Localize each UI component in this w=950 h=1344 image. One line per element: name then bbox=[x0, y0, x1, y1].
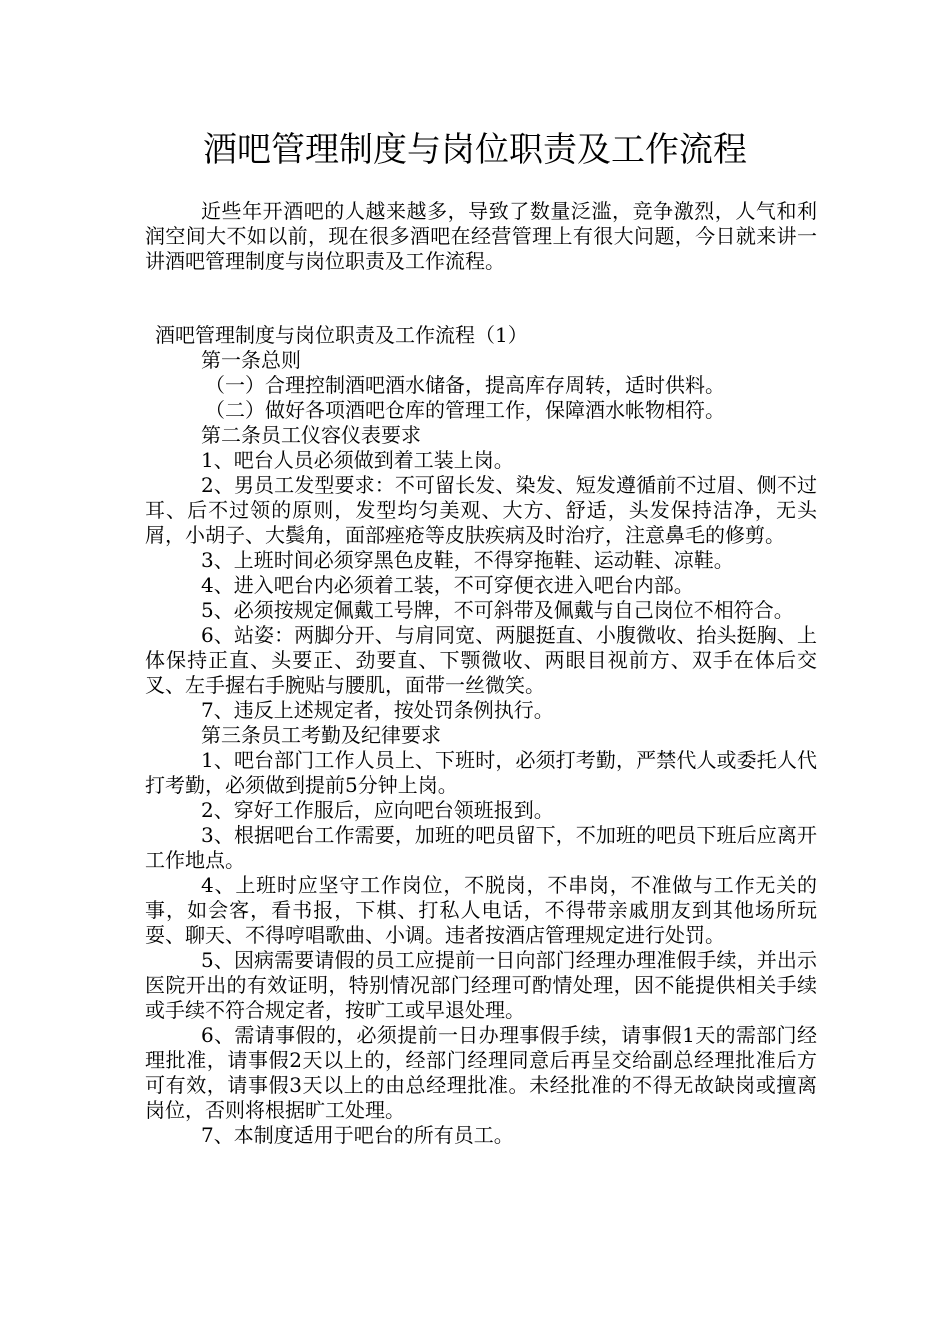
article-item: （一）合理控制酒吧酒水储备，提高库存周转，适时供料。 bbox=[205, 373, 725, 397]
article-item: 6、站姿：两脚分开、与肩同宽、两腿挺直、小腹微收、抬头挺胸、上体保持正直、头要正、劲要直、下颚微收、两眼目视前方、双手在体后交叉、左手握右手腕贴与腰肌，面带一丝微笑。 bbox=[145, 623, 817, 697]
article-heading: 第三条员工考勤及纪律要求 bbox=[201, 723, 441, 747]
article-item: 7、违反上述规定者，按处罚条例执行。 bbox=[201, 698, 554, 722]
article-item: 4、进入吧台内必须着工装，不可穿便衣进入吧台内部。 bbox=[201, 573, 694, 597]
article-item: 5、因病需要请假的员工应提前一日向部门经理办理准假手续，并出示医院开出的有效证明，特别情况部门经理可酌情处理，因不能提供相关手续或手续不符合规定者，按旷工或早退处理。 bbox=[145, 948, 817, 1022]
article-heading: 第一条总则 bbox=[201, 348, 301, 372]
article-item: 6、需请事假的，必须提前一日办理事假手续，请事假1天的需部门经理批准，请事假2天以上的，经部门经理同意后再呈交给副总经理批准后方可有效，请事假3天以上的由总经理批准。未经批准的不得无故缺岗或擅离岗位，否则将根据旷工处理。 bbox=[145, 1023, 817, 1122]
intro-paragraph: 近些年开酒吧的人越来越多，导致了数量泛滥，竞争激烈，人气和利润空间大不如以前，现在很多酒吧在经营管理上有很大问题，今日就来讲一讲酒吧管理制度与岗位职责及工作流程。 bbox=[145, 199, 817, 273]
article-heading: 第二条员工仪容仪表要求 bbox=[201, 423, 421, 447]
article-item: 7、本制度适用于吧台的所有员工。 bbox=[201, 1123, 514, 1147]
document-body bbox=[145, 323, 817, 1148]
article-item: 1、吧台部门工作人员上、下班时，必须打考勤，严禁代人或委托人代打考勤，必须做到提前5分钟上岗。 bbox=[145, 748, 817, 797]
section-heading: 酒吧管理制度与岗位职责及工作流程（1） bbox=[155, 323, 528, 347]
article-item: 5、必须按规定佩戴工号牌，不可斜带及佩戴与自己岗位不相符合。 bbox=[201, 598, 794, 622]
article-item: （二）做好各项酒吧仓库的管理工作，保障酒水帐物相符。 bbox=[205, 398, 725, 422]
document-title: 酒吧管理制度与岗位职责及工作流程 bbox=[203, 130, 747, 170]
article-item: 2、男员工发型要求：不可留长发、染发、短发遵循前不过眉、侧不过耳、后不过领的原则，发型均匀美观、大方、舒适，头发保持洁净，无头屑，小胡子、大鬓角，面部痤疮等皮肤疾病及时治疗，注意鼻毛的修剪。 bbox=[145, 473, 817, 547]
article-item: 2、穿好工作服后，应向吧台领班报到。 bbox=[201, 798, 554, 822]
intro-block bbox=[145, 199, 817, 274]
article-item: 1、吧台人员必须做到着工装上岗。 bbox=[201, 448, 514, 472]
article-item: 3、根据吧台工作需要，加班的吧员留下，不加班的吧员下班后应离开工作地点。 bbox=[145, 823, 817, 872]
article-item: 3、上班时间必须穿黑色皮鞋，不得穿拖鞋、运动鞋、凉鞋。 bbox=[201, 548, 734, 572]
article-item: 4、上班时应坚守工作岗位，不脱岗，不串岗，不准做与工作无关的事，如会客，看书报，下棋、打私人电话，不得带亲戚朋友到其他场所玩耍、聊天、不得哼唱歌曲、小调。违者按酒店管理规定进行处罚。 bbox=[145, 873, 817, 947]
